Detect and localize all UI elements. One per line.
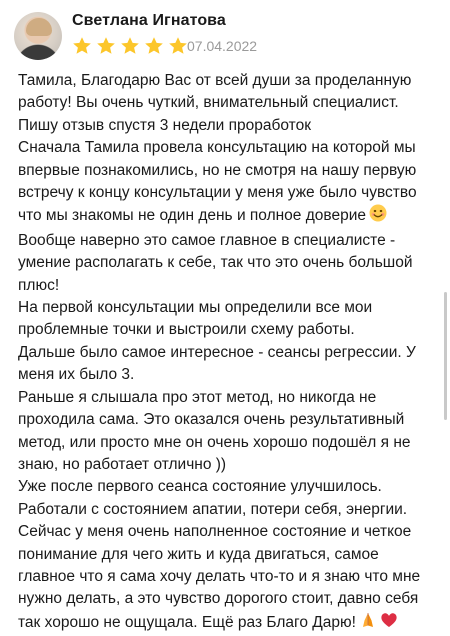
avatar-image (26, 18, 52, 36)
review-text-line (18, 364, 430, 386)
review-text-line-content: впервые познакомились, но не смотря на нашу первую (18, 161, 417, 179)
review-text-line (18, 476, 430, 498)
review-text-line (18, 252, 430, 274)
review-text-line-content: знаю, но работает отлично )) (18, 455, 227, 473)
review-text-line (18, 70, 430, 92)
review-text-line-content: умение располагать к себе, так что это очень большой (18, 254, 413, 272)
review-text-line (18, 297, 430, 319)
review-text-line-content: проблемные точки и выстроили схему работы. (18, 321, 355, 339)
star-icon (96, 36, 116, 56)
review-text-line-content: Пишу отзыв спустя 3 недели проработок (18, 116, 312, 134)
author-name[interactable]: Светлана Игнатова (72, 12, 226, 29)
review-text-line-content: Тамила, Благодарю Вас от всей души за проделанную (18, 72, 412, 89)
review-text-line-content: работу! Вы очень чуткий, внимательный специалист. (18, 94, 399, 112)
review-text-line (18, 92, 430, 114)
folded-hands-emoji (359, 611, 377, 636)
review-text-line-content: На первой консультации мы определили все мои (18, 299, 373, 317)
scrollbar[interactable] (444, 292, 447, 420)
review-text (18, 70, 430, 636)
review-text-line-content: Сейчас у меня очень наполненное состояние и четкое (18, 523, 412, 541)
review-text-line-content: Дальше было самое интересное - сеансы регрессии. У (18, 343, 416, 361)
review-text-line (18, 160, 430, 182)
review-text-line-content: метод, или просто мне он очень хорошо подошёл я не (18, 433, 411, 451)
review-text-line-content: Работали с состоянием апатии, потери себя, энергии. (18, 500, 408, 518)
red-heart-emoji (380, 611, 398, 636)
review-text-line-content: нужно делать, а это чувство дорогого стоит, давно себя (18, 590, 419, 608)
review-text-line-content: Уже после первого сеанса состояние улучшилось. (18, 478, 382, 496)
review-text-line-content: проходила сама. Это оказался очень результативный (18, 411, 405, 429)
star-icon (72, 36, 92, 56)
review-text-line (18, 230, 430, 252)
star-icon (168, 36, 188, 56)
review-text-line (18, 409, 430, 431)
review-text-line (18, 319, 430, 341)
review-text-line-content: встречу к концу консультации у меня уже было чувство (18, 184, 417, 202)
review-text-line-content: что мы знакомы не один день и полное доверие (18, 207, 366, 225)
review-text-line-content: плюс! (18, 276, 60, 294)
review-text-line (18, 521, 430, 543)
star-rating (72, 35, 192, 57)
review-text-line-content: так хорошо не ощущала. Ещё раз Благо Дарю! (18, 613, 356, 631)
review-text-line (18, 137, 430, 159)
review-text-line (18, 432, 430, 454)
review-text-line (18, 454, 430, 476)
review-text-line (18, 566, 430, 588)
review-text-line (18, 115, 430, 137)
review-text-line (18, 342, 430, 364)
review-text-line-content: Раньше я слышала про этот метод, но никогда не (18, 388, 377, 406)
review-text-line-content: меня их было 3. (18, 366, 135, 384)
review-text-line (18, 182, 430, 204)
review-text-line-content: Вообще наверно это самое главное в специалисте - (18, 231, 396, 249)
review-text-line-content: Сначала Тамила провела консультацию на которой мы (18, 139, 416, 157)
star-icon (144, 36, 164, 56)
review-text-line (18, 204, 430, 229)
review-text-line-content: понимание для чего жить и куда двигаться, самое (18, 545, 379, 563)
review-text-line (18, 499, 430, 521)
avatar[interactable] (14, 12, 62, 60)
review-text-line (18, 387, 430, 409)
review-text-line (18, 588, 430, 610)
review-text-line (18, 611, 430, 636)
smiling-face-emoji (369, 204, 387, 229)
review-date: 07.04.2022 (187, 38, 258, 54)
review-text-line (18, 544, 430, 566)
review-text-line-content: главное что я сама хочу делать что-то и я знаю что мне (18, 567, 421, 585)
review-text-line (18, 275, 430, 297)
star-icon (120, 36, 140, 56)
